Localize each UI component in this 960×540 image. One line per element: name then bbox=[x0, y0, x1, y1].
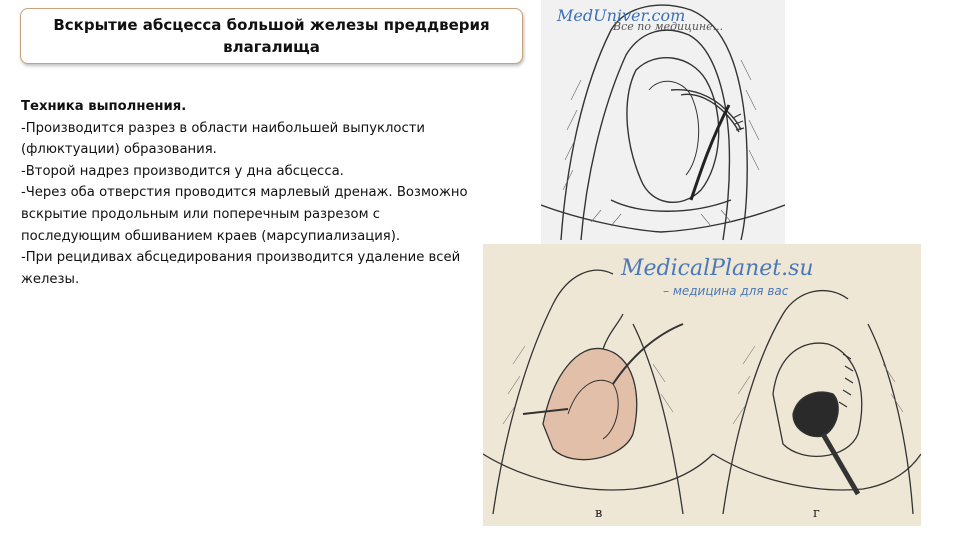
watermark-medicalplanet-sub: – медицина для вас bbox=[663, 284, 789, 298]
slide-title: Вскрытие абсцесса большой железы преддверия влагалища bbox=[20, 8, 523, 64]
figure-label-right: г bbox=[813, 506, 820, 521]
illustration-drainage bbox=[541, 0, 785, 244]
technique-line-3: -Через оба отверстия проводится марлевый дренаж. Возможно вскрытие продольным или поперечным разрезом с последующим обшиванием краев (марсупиализация). bbox=[21, 185, 468, 244]
watermark-medicalplanet: MedicalPlanet.su bbox=[621, 256, 814, 281]
illustration-marsupialization bbox=[483, 244, 921, 526]
drainage-drawing bbox=[541, 0, 785, 244]
watermark-meduniver: MedUniver.com bbox=[557, 6, 686, 25]
technique-line-1: -Производится разрез в области наибольшей выпуклости (флюктуации) образования. bbox=[21, 120, 426, 158]
technique-heading: Техника выполнения. bbox=[21, 99, 187, 114]
figure-label-left: в bbox=[595, 506, 603, 521]
technique-text bbox=[21, 96, 471, 290]
watermark-meduniver-sub: Все по медицине... bbox=[613, 20, 724, 33]
technique-line-4: -При рецидивах абсцедирования производится удаление всей железы. bbox=[21, 250, 461, 287]
technique-line-2: -Второй надрез производится у дна абсцесса. bbox=[21, 163, 344, 179]
